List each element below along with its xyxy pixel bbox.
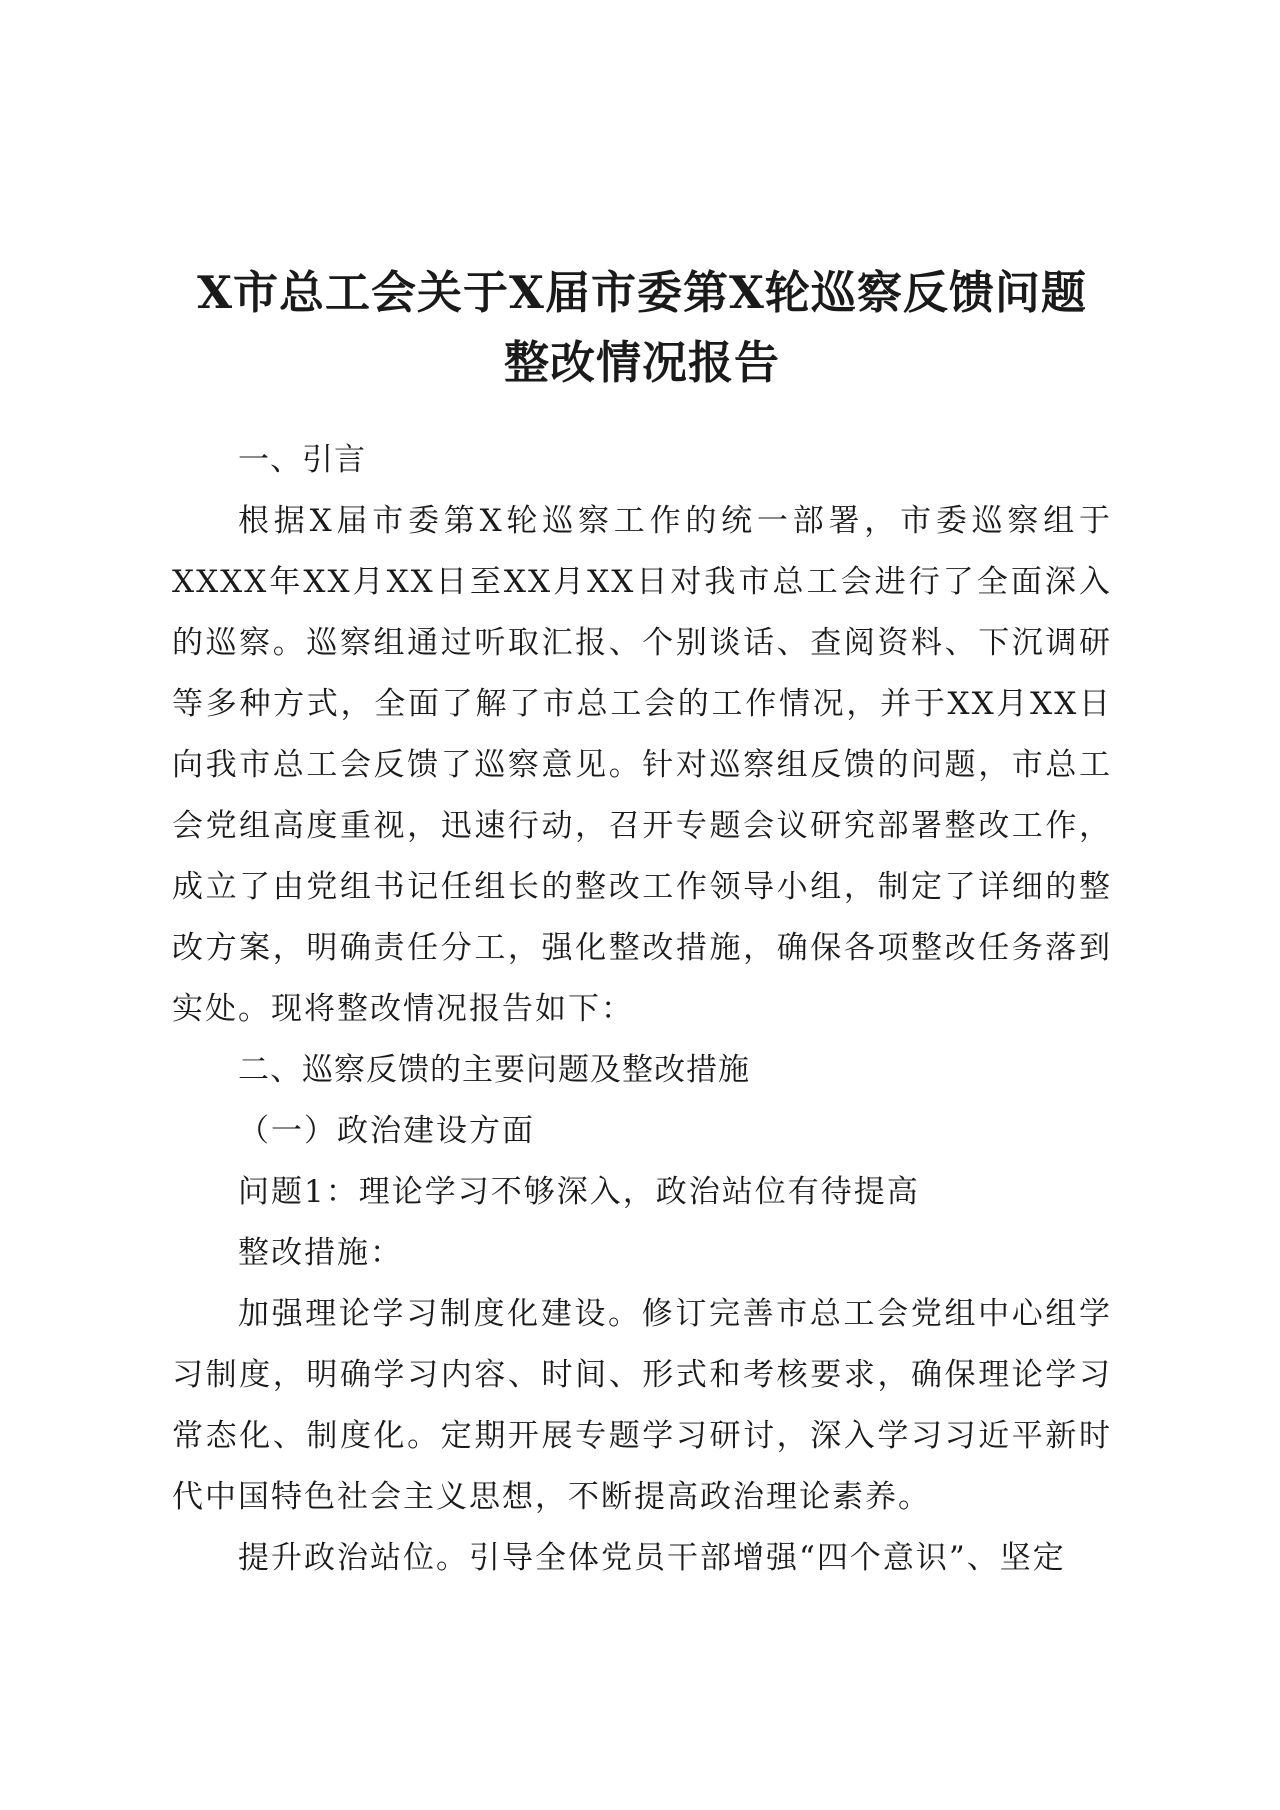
document-title bbox=[172, 258, 1112, 398]
measure-1-paragraph: 加强理论学习制度化建设。修订完善市总工会党组中心组学习制度，明确学习内容、时间、形式和考核要求，确保理论学习常态化、制度化。定期开展专题学习研讨，深入学习习近平新时代中国特色社会主义思想，不断提高政治理论素养。 bbox=[172, 1296, 1112, 1515]
title-line-2: 整改情况报告 bbox=[503, 336, 780, 389]
section-heading-problems: 二、巡察反馈的主要问题及整改措施 bbox=[238, 1052, 750, 1088]
subsection-heading-political: （一）政治建设方面 bbox=[238, 1113, 535, 1149]
document-body bbox=[172, 430, 1112, 1589]
measure-2-paragraph: 提升政治站位。引导全体党员干部增强“四个意识”、坚定 bbox=[238, 1540, 1066, 1576]
title-line-1: X市总工会关于X届市委第X轮巡察反馈问题 bbox=[197, 266, 1087, 319]
document-page bbox=[172, 258, 1112, 1589]
section-heading-introduction: 一、引言 bbox=[238, 442, 366, 478]
problem-1: 问题1：理论学习不够深入，政治站位有待提高 bbox=[238, 1174, 920, 1210]
measures-label: 整改措施： bbox=[238, 1235, 403, 1271]
introduction-paragraph: 根据X届市委第X轮巡察工作的统一部署，市委巡察组于XXXX年XX月XX日至XX月XX日对我市总工会进行了全面深入的巡察。巡察组通过听取汇报、个别谈话、查阅资料、下沉调研等多种方式，全面了解了市总工会的工作情况，并于XX月XX日向我市总工会反馈了巡察意见。针对巡察组反馈的问题，市总工会党组高度重视，迅速行动，召开专题会议研究部署整改工作，成立了由党组书记任组长的整改工作领导小组，制定了详细的整改方案，明确责任分工，强化整改措施，确保各项整改任务落到实处。现将整改情况报告如下： bbox=[172, 503, 1112, 1027]
